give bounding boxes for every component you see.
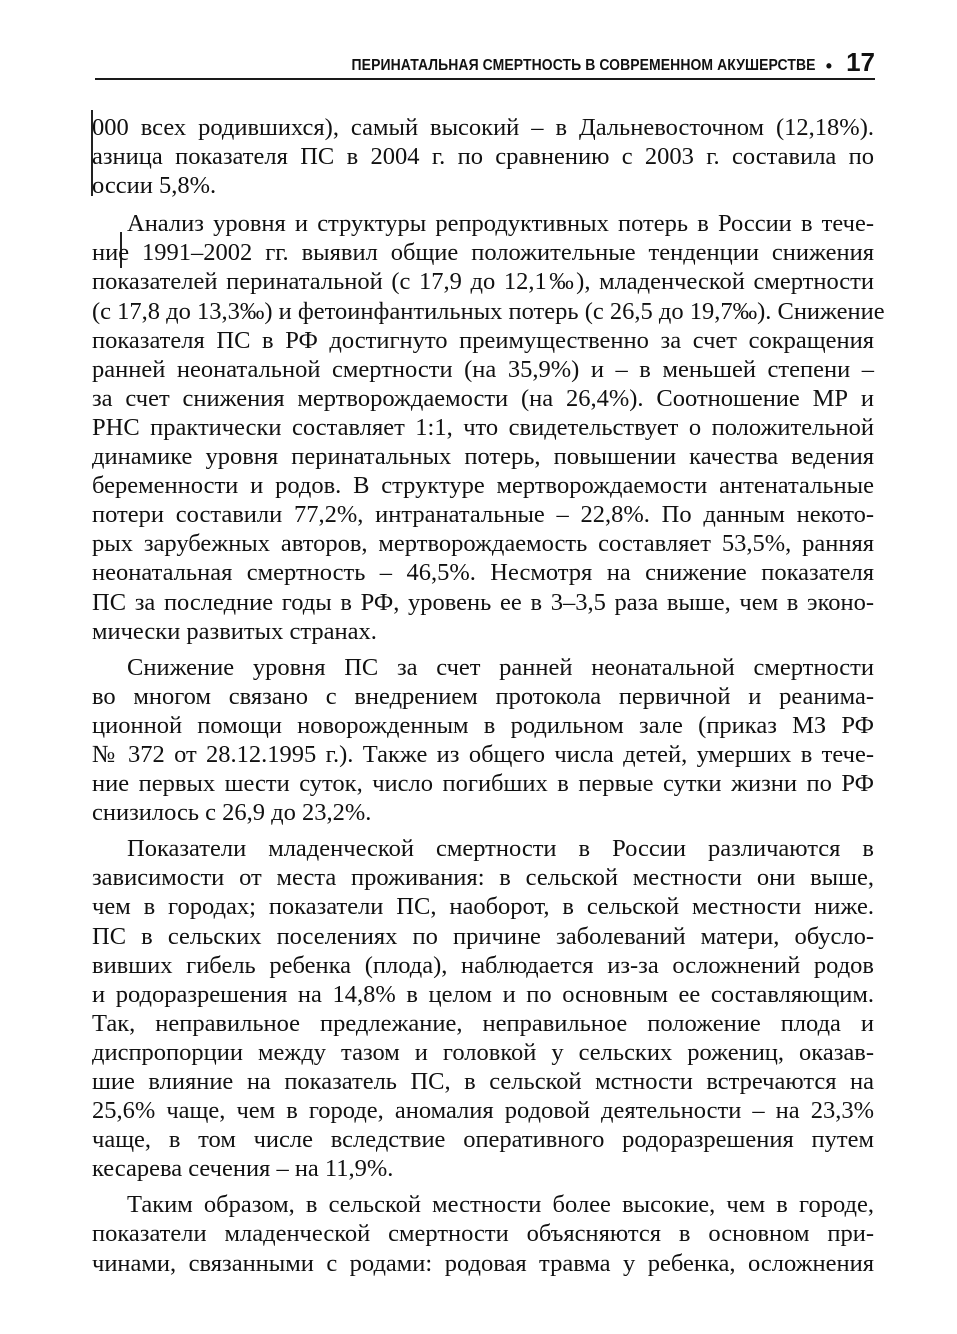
text-line: азница показателя ПС в 2004 г. по сравнению с 2003 г. составила по (92, 143, 874, 171)
text-line: диспропорции между тазом и головкой у сельских рожениц, оказав- (92, 1038, 874, 1066)
text-line: чаще, в том числе вследствие оперативного родоразрешения путем (92, 1126, 874, 1154)
text-line: ние первых шести суток, число погибших в первые сутки жизни по РФ (92, 770, 874, 798)
text-line: зависимости от места проживания: в сельской местности они выше, (92, 864, 874, 892)
text-line: снизилось с 26,9 до 23,2%. (92, 799, 372, 827)
text-line: за счет снижения мертворождаемости (на 26,4%). Соотношение МР и (92, 384, 874, 412)
running-header (95, 44, 875, 80)
text-line: чинами, связанными с родами: родовая травма у ребенка, осложнения (92, 1249, 874, 1277)
paragraph (92, 1190, 874, 1277)
paragraph (92, 653, 874, 828)
text-line: кесарева сечения – на 11,9%. (92, 1155, 394, 1183)
running-title: ПЕРИНАТАЛЬНАЯ СМЕРТНОСТЬ В СОВРЕМЕННОМ АКУШЕРСТВЕ (351, 57, 816, 74)
text-line: ционной помощи новорожденным в родильном зале (приказ МЗ РФ (92, 711, 874, 739)
text-line: Анализ уровня и структуры репродуктивных потерь в России в тече- (127, 210, 874, 238)
text-line: шие влияние на показатель ПС, в сельской мстности встречаются на (92, 1068, 874, 1095)
text-line: показатели младенческой смертности объясняются в основном при- (92, 1220, 874, 1248)
text-line: Показатели младенческой смертности в России различаются в (127, 835, 874, 863)
text-line: вивших гибель ребенка (плода), наблюдается из-за осложнений родов (92, 951, 874, 979)
text-line: оссии 5,8%. (92, 172, 217, 200)
text-line: потери составили 77,2%, интранатальные – 22,8%. По данным некото- (92, 501, 874, 529)
page-body (92, 113, 885, 1285)
text-line: 25,6% чаще, чем в городе, аномалия родовой деятельности – на 23,3% (92, 1097, 874, 1125)
paragraph (92, 113, 874, 200)
page-number: 17 (846, 47, 875, 77)
text-line: беременности и родов. В структуре мертворождаемости антенатальные (92, 472, 874, 500)
text-line: РНС практически составляет 1:1, что свидетельствует о положительной (92, 413, 874, 441)
text-line: мически развитых странах. (92, 617, 377, 645)
text-line: ПС в сельских поселениях по причине заболеваний матери, обусло- (92, 922, 874, 950)
text-line: показателей перинатальной (с 17,9 до 12,1‰), младенческой смертности (92, 268, 874, 296)
text-line: во многом связано с внедрением протокола первичной и реанима- (92, 682, 874, 710)
text-line: Таким образом, в сельской местности более высокие, чем в городе, (127, 1191, 874, 1219)
text-line: ранней неонатальной смертности (на 35,9%) и – в меньшей степени – (92, 355, 874, 383)
text-line: Снижение уровня ПС за счет ранней неонатальной смертности (127, 653, 874, 681)
text-line: неонатальная смертность – 46,5%. Несмотря на снижение показателя (92, 559, 874, 587)
text-line: ние 1991–2002 гг. выявил общие положительные тенденции снижения (92, 239, 874, 267)
text-line: (с 17,8 до 13,3‰) и фетоинфантильных потерь (с 26,5 до 19,7‰). Снижение (92, 297, 885, 325)
paragraph (92, 834, 874, 1183)
text-line: показателя ПС в РФ достигнуто преимущественно за счет сокращения (92, 326, 874, 354)
paragraph (92, 209, 885, 645)
text-line: ПС за последние годы в РФ, уровень ее в 3–3,5 раза выше, чем в эконо- (92, 588, 874, 616)
text-line: 000 всех родившихся), самый высокий – в Дальневосточном (12,18%). (92, 114, 874, 141)
text-line: динамике уровня перинатальных потерь, повышении качества ведения (92, 443, 874, 471)
header-bullet: • (825, 56, 833, 76)
text-line: рых зарубежных авторов, мертворождаемость составляет 53,5%, ранняя (92, 530, 874, 558)
text-line: Так, неправильное предлежание, неправильное положение плода и (92, 1009, 874, 1037)
text-line: № 372 от 28.12.1995 г.). Также из общего числа детей, умерших в тече- (92, 740, 874, 768)
text-line: чем в городах; показатели ПС, наоборот, в сельской местности ниже. (92, 893, 874, 921)
text-line: и родоразрешения на 14,8% в целом и по основным ее составляющим. (92, 980, 874, 1008)
